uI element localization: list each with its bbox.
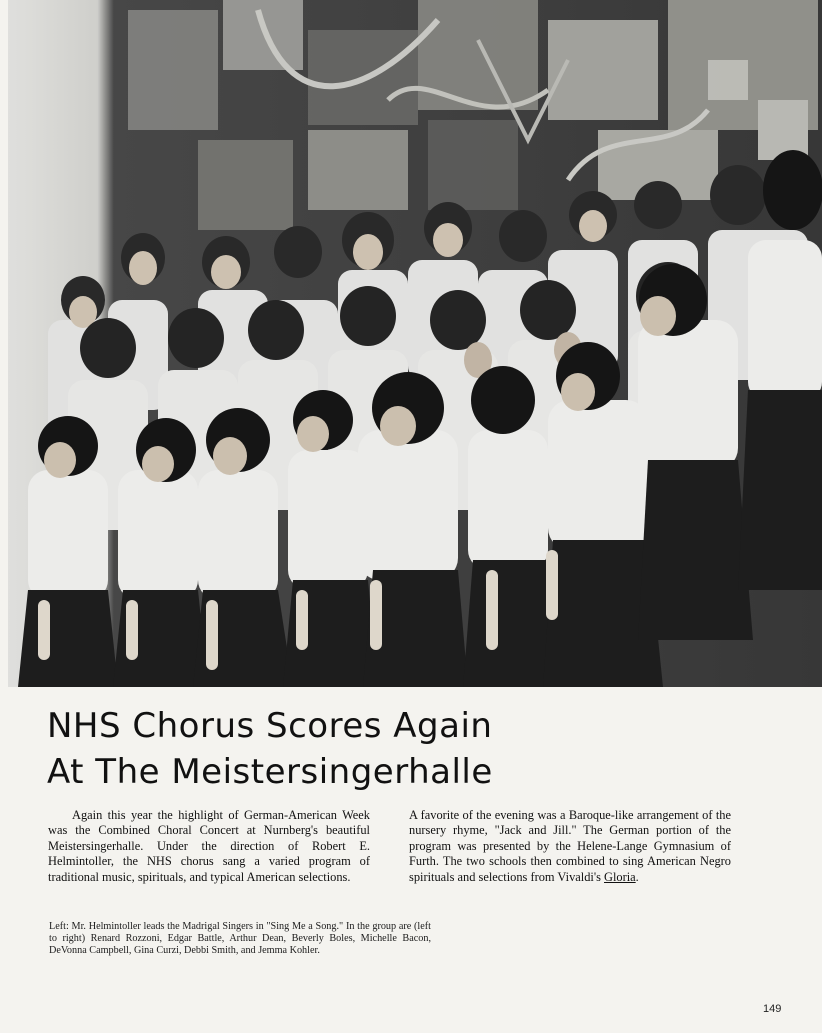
chorus-photo-illustration <box>8 0 822 687</box>
article-column-left: Again this year the highlight of German-American Week was the Combined Choral Concert at Nurnberg's beautiful Meistersingerhalle. Under the direction of Robert E. Helmintoller, the NHS chorus sang a varied program of traditional music, spirituals, and typical American selections. <box>48 808 370 884</box>
article-column-right-end: . <box>635 869 639 884</box>
photo-caption: Left: Mr. Helmintoller leads the Madrigal Singers in "Sing Me a Song." In the group are (left to right) Renard Rozzoni, Edgar Battle, Arthur Dean, Beverly Boles, Michelle Bacon, DeVonna Campbell, Gina Curzi, Debbi Smith, and Jemma Kohler. <box>49 921 431 956</box>
headline-line-2: At The Meistersingerhalle <box>47 752 493 792</box>
gloria-title: Gloria <box>604 869 636 884</box>
page-number: 149 <box>763 1003 782 1015</box>
headline-line-1: NHS Chorus Scores Again <box>47 706 493 746</box>
headline <box>47 703 787 795</box>
article-column-right <box>409 808 731 885</box>
chorus-photo <box>8 0 822 687</box>
article-column-right-text: A favorite of the evening was a Baroque-like arrangement of the nursery rhyme, "Jack and Jill." The German portion of the program was presented by the Helene-Lange Gymnasium of Furth. The two schools then combined to sing American Negro spirituals and selections from Vivaldi's <box>409 808 731 884</box>
